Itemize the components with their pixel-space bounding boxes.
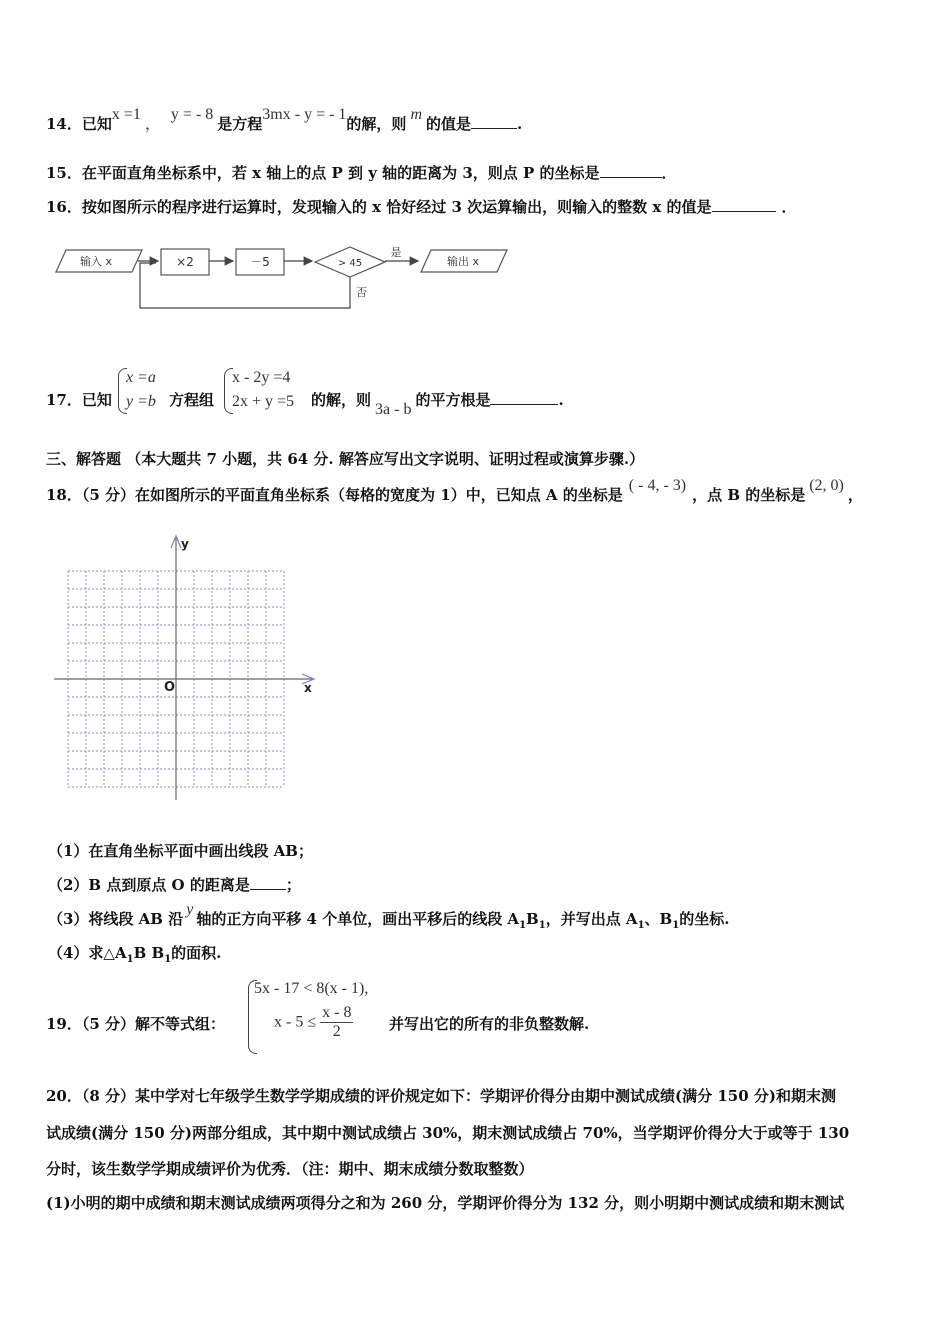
question-16 <box>46 197 797 217</box>
flow-input-label: 输入 x <box>79 255 113 268</box>
q18-part-3-a: （3）将线段 AB 沿 <box>48 910 184 928</box>
flow-times2-label: ×2 <box>176 255 194 269</box>
q14-end-text: 的值是 <box>426 115 472 133</box>
q14-mid-text: 是方程 <box>217 115 263 133</box>
q19-tail-text: 并写出它的所有的非负整数解. <box>389 1015 590 1033</box>
q14-y-value: y = - 8 <box>170 106 214 123</box>
flow-minus5-label: －5 <box>250 255 270 269</box>
q17-period: . <box>558 391 564 409</box>
q18-part-3-e: 、B <box>644 910 673 928</box>
q18-part-2 <box>48 875 301 895</box>
q17-answer-blank <box>490 390 558 405</box>
y-axis-label: y <box>181 537 189 551</box>
q18-text-a: 18．（5 分）在如图所示的平面直角坐标系（每格的宽度为 1）中，已知点 A 的坐标是 <box>46 486 623 504</box>
q18-part-4-c: 的面积. <box>171 944 222 962</box>
q18-part-3-y: y <box>186 901 194 918</box>
q17-system2 <box>232 366 294 414</box>
q14-period: . <box>517 115 523 133</box>
q19-fraction <box>320 1004 353 1041</box>
flow-input-box <box>56 250 142 272</box>
q18-text-b: ，点 B 的坐标是 <box>692 486 806 504</box>
q17-end-text: 的平方根是 <box>415 391 491 409</box>
q18-part-3-sub3: 1 <box>637 920 645 931</box>
q18-part-4-sub1: 1 <box>126 954 134 965</box>
q20-line-2: 试成绩(满分 150 分)两部分组成，其中期中测试成绩占 30%，期末测试成绩占 70%，当学期评价得分大于或等于 130 <box>46 1124 850 1142</box>
q17-expression: 3a - b <box>375 401 412 418</box>
flow-output-label: 输出 x <box>446 255 480 268</box>
q18-part-3-sub4: 1 <box>672 920 680 931</box>
q19-inequality-system <box>254 978 368 1041</box>
q14-tail-text: 的解，则 <box>346 115 407 133</box>
q18-coord-a: ( - 4, - 3) <box>628 477 687 494</box>
q19-fraction-denominator: 2 <box>332 1023 341 1040</box>
q18-part-3-sub2: 1 <box>538 920 546 931</box>
q18-part-3-sub1: 1 <box>519 920 527 931</box>
q14-number: 14．已知 <box>46 115 112 133</box>
q14-variable-m: m <box>410 106 422 123</box>
q17-sys1-line2: y =b <box>126 393 156 410</box>
q15-text: 15．在平面直角坐标系中，若 x 轴上的点 P 到 y 轴的距离为 3，则点 P 的坐标是 <box>46 164 600 182</box>
q20-line-4: (1)小明的期中成绩和期末测试成绩两项得分之和为 260 分，学期评价得分为 132 分，则小明期中测试成绩和期末测试 <box>46 1194 845 1212</box>
q18-part-3 <box>48 901 730 936</box>
q14-answer-blank <box>471 114 517 129</box>
flow-yes-label: 是 <box>390 246 402 259</box>
flow-output-box <box>421 250 507 272</box>
flow-condition-label: > 45 <box>337 258 363 269</box>
q18-part-4 <box>48 943 221 970</box>
q14-comma: ， <box>144 116 161 133</box>
q19-ineq2-left: x - 5 ≤ <box>274 1013 317 1031</box>
q16-period: ． <box>781 198 797 216</box>
q18-part-2-text: （2）B 点到原点 O 的距离是 <box>48 876 250 894</box>
q14-x-value: x =1 <box>111 106 141 123</box>
q17-system1 <box>126 366 156 414</box>
question-15 <box>46 163 677 183</box>
q18-text-c: ， <box>847 486 863 504</box>
q17-tail-text: 的解，则 <box>311 391 372 409</box>
question-19: 19．（5 分）解不等式组： <box>46 1015 226 1033</box>
q19-fraction-numerator: x - 8 <box>322 1004 352 1021</box>
q14-equation: 3mx - y = - 1 <box>262 106 347 123</box>
q18-coord-b: (2, 0) <box>809 477 844 494</box>
q18-part-4-sub2: 1 <box>164 954 172 965</box>
question-18 <box>46 477 863 506</box>
q18-part-3-c: B <box>526 910 539 928</box>
q18-part-3-b: 轴的正方向平移 4 个单位，画出平移后的线段 A <box>196 910 520 928</box>
q18-part-3-f: 的坐标. <box>679 910 730 928</box>
q18-part-4-a: （4）求△A <box>48 944 127 962</box>
q15-answer-blank <box>600 163 662 178</box>
q17-sys1-line1: x =a <box>126 369 156 386</box>
flow-times2-box <box>161 249 209 275</box>
program-flowchart <box>50 240 510 315</box>
q20-line-1: 20．（8 分）某中学对七年级学生数学学期成绩的评价规定如下：学期评价得分由期中测试成绩(满分 150 分)和期末测 <box>46 1087 836 1105</box>
q17-sys2-line2: 2x + y =5 <box>232 393 295 410</box>
flow-minus5-box <box>236 249 284 275</box>
q15-period: ． <box>661 164 677 182</box>
x-axis-label: x <box>304 681 312 695</box>
q17-sys2-line1: x - 2y =4 <box>232 369 291 386</box>
q16-text: 16．按如图所示的程序进行运算时，发现输入的 x 恰好经过 3 次运算输出，则输入的整数 x 的值是 <box>46 198 712 216</box>
coordinate-grid <box>40 530 330 810</box>
flow-condition-diamond <box>315 247 385 277</box>
flow-no-label: 否 <box>356 286 367 299</box>
q16-answer-blank <box>712 197 776 212</box>
q17-number: 17．已知 <box>46 391 112 409</box>
q18-part-2-blank <box>250 875 286 890</box>
q20-line-3: 分时，该生数学学期成绩评价为优秀．（注：期中、期末成绩分数取整数） <box>46 1160 534 1178</box>
question-14 <box>46 106 523 135</box>
q18-part-1: （1）在直角坐标平面中画出线段 AB； <box>48 842 313 860</box>
question-17-tail <box>311 390 564 418</box>
section-3-heading: 三、解答题 （本大题共 7 小题，共 64 分. 解答应写出文字说明、证明过程或演算步骤.） <box>46 450 645 468</box>
q18-part-4-b: B B <box>133 944 165 962</box>
question-17 <box>46 390 112 410</box>
origin-label: O <box>164 680 176 695</box>
q19-inequality-2 <box>274 1004 368 1041</box>
q18-part-2-end: ； <box>285 876 301 894</box>
q18-part-3-d: ，并写出点 A <box>545 910 638 928</box>
q17-mid-text: 方程组 <box>169 391 215 409</box>
q19-inequality-1: 5x - 17 < 8(x - 1), <box>254 980 369 997</box>
